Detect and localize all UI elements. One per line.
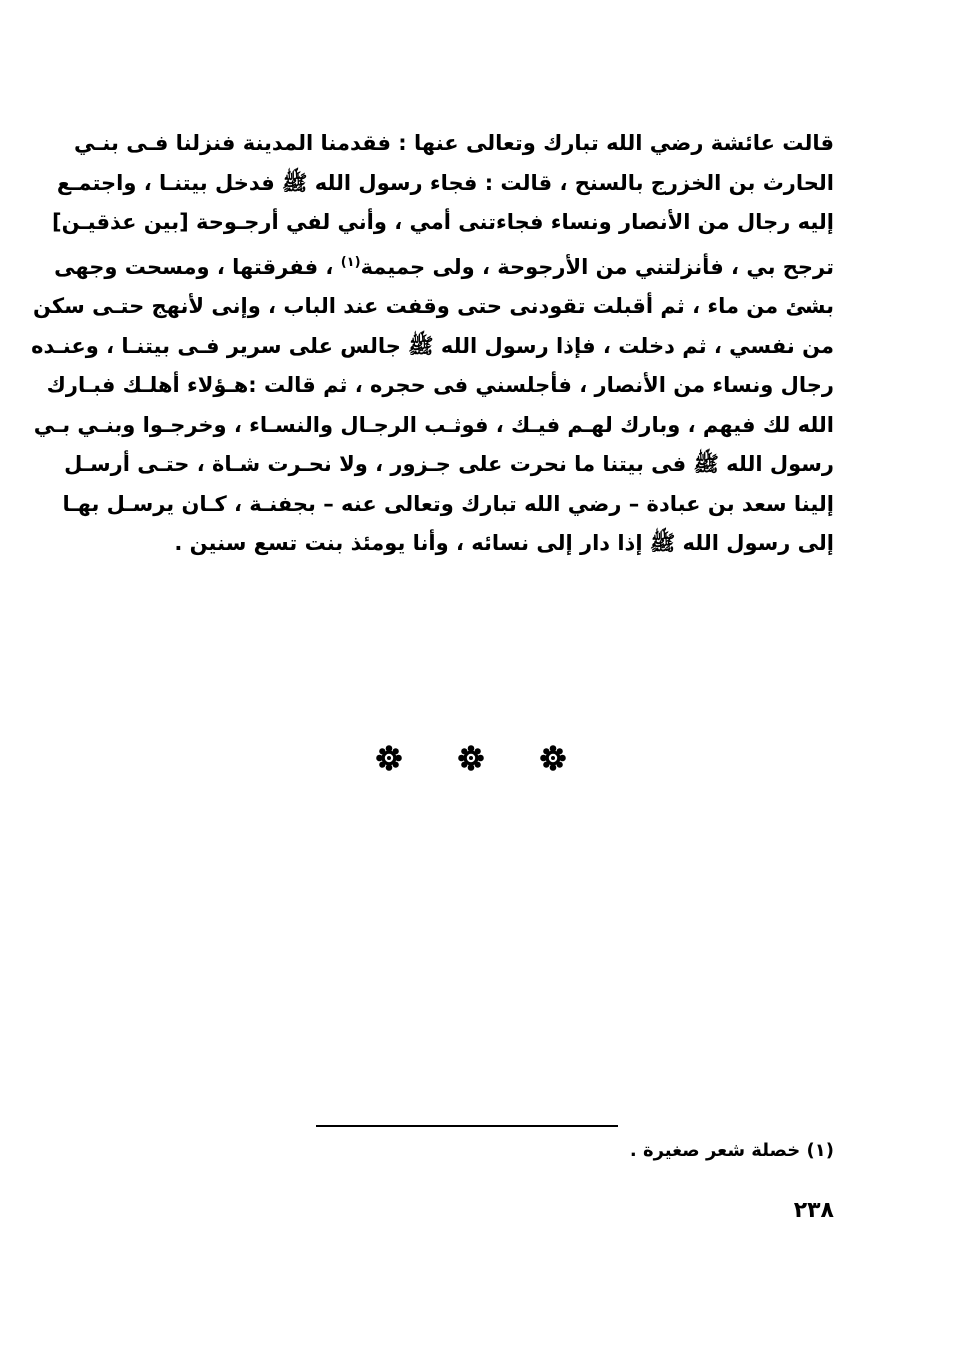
section-divider-ornaments xyxy=(376,743,566,773)
text-line-10: إلينا سعد بن عبادة – رضي الله تبارك وتعالى عنه – بجفنـة ، كـان يرسـل بهـا xyxy=(62,491,834,516)
text-line-4-end: ، ففرقتها ، ومسحت وجهى xyxy=(54,254,341,279)
text-line-6: من نفسي ، ثم دخلت ، فإذا رسول الله ﷺ جالس على سرير فـى بيتنـا ، وعنـده xyxy=(31,333,834,358)
main-text xyxy=(31,124,834,564)
flower-ornament-icon xyxy=(540,745,566,771)
text-line-4-start: ترجح بي ، فأنزلتني من الأرجوحة ، ولى جميمة xyxy=(360,254,834,279)
footnote-marker: (١) xyxy=(340,254,361,270)
flower-ornament-icon xyxy=(458,745,484,771)
text-line-2: الحارث بن الخزرج بالسنح ، قالت : فجاء رسول الله ﷺ فدخل بيتنـا ، واجتمـع xyxy=(56,170,834,195)
text-line-1: قالت عائشة رضي الله تبارك وتعالى عنها : فقدمنا المدينة فنزلنا فـى بنـي xyxy=(74,131,834,155)
footnote-separator xyxy=(316,1125,618,1127)
text-line-7: رجال ونساء من الأنصار ، فأجلسني فى حجره ، ثم قالت :هـؤلاء أهلـك فبـارك xyxy=(46,373,834,397)
text-line-3: إليه رجال من الأنصار ونساء فجاءتنى أمي ، وأني لفي أرجـوحة [بين عذقيـن] xyxy=(52,210,834,234)
page-number: ٢٣٨ xyxy=(793,1198,834,1223)
text-line-5: بشئ من ماء ، ثم أقبلت تقودنى حتى وقفت عند الباب ، وإنى لأنهج حتـى سكن xyxy=(33,294,834,318)
text-line-11: إلى رسول الله ﷺ إذا دار إلى نسائه ، وأنا يومئذ بنت تسع سنين . xyxy=(174,531,834,555)
text-line-4 xyxy=(54,243,834,288)
text-line-8: الله لك فيهم ، وبارك لهـم فيـك ، فوثـب الرجـال والنسـاء ، وخرجـوا وبنـي بـي xyxy=(33,412,834,437)
text-line-9: رسول الله ﷺ فى بيتنا ما نحرت على جـزور ، ولا نحـرت شـاة ، حتـى أرسـل xyxy=(64,452,834,476)
flower-ornament-icon xyxy=(376,745,402,771)
footnote: (١) خصلة شعر صغيرة . xyxy=(629,1140,834,1161)
